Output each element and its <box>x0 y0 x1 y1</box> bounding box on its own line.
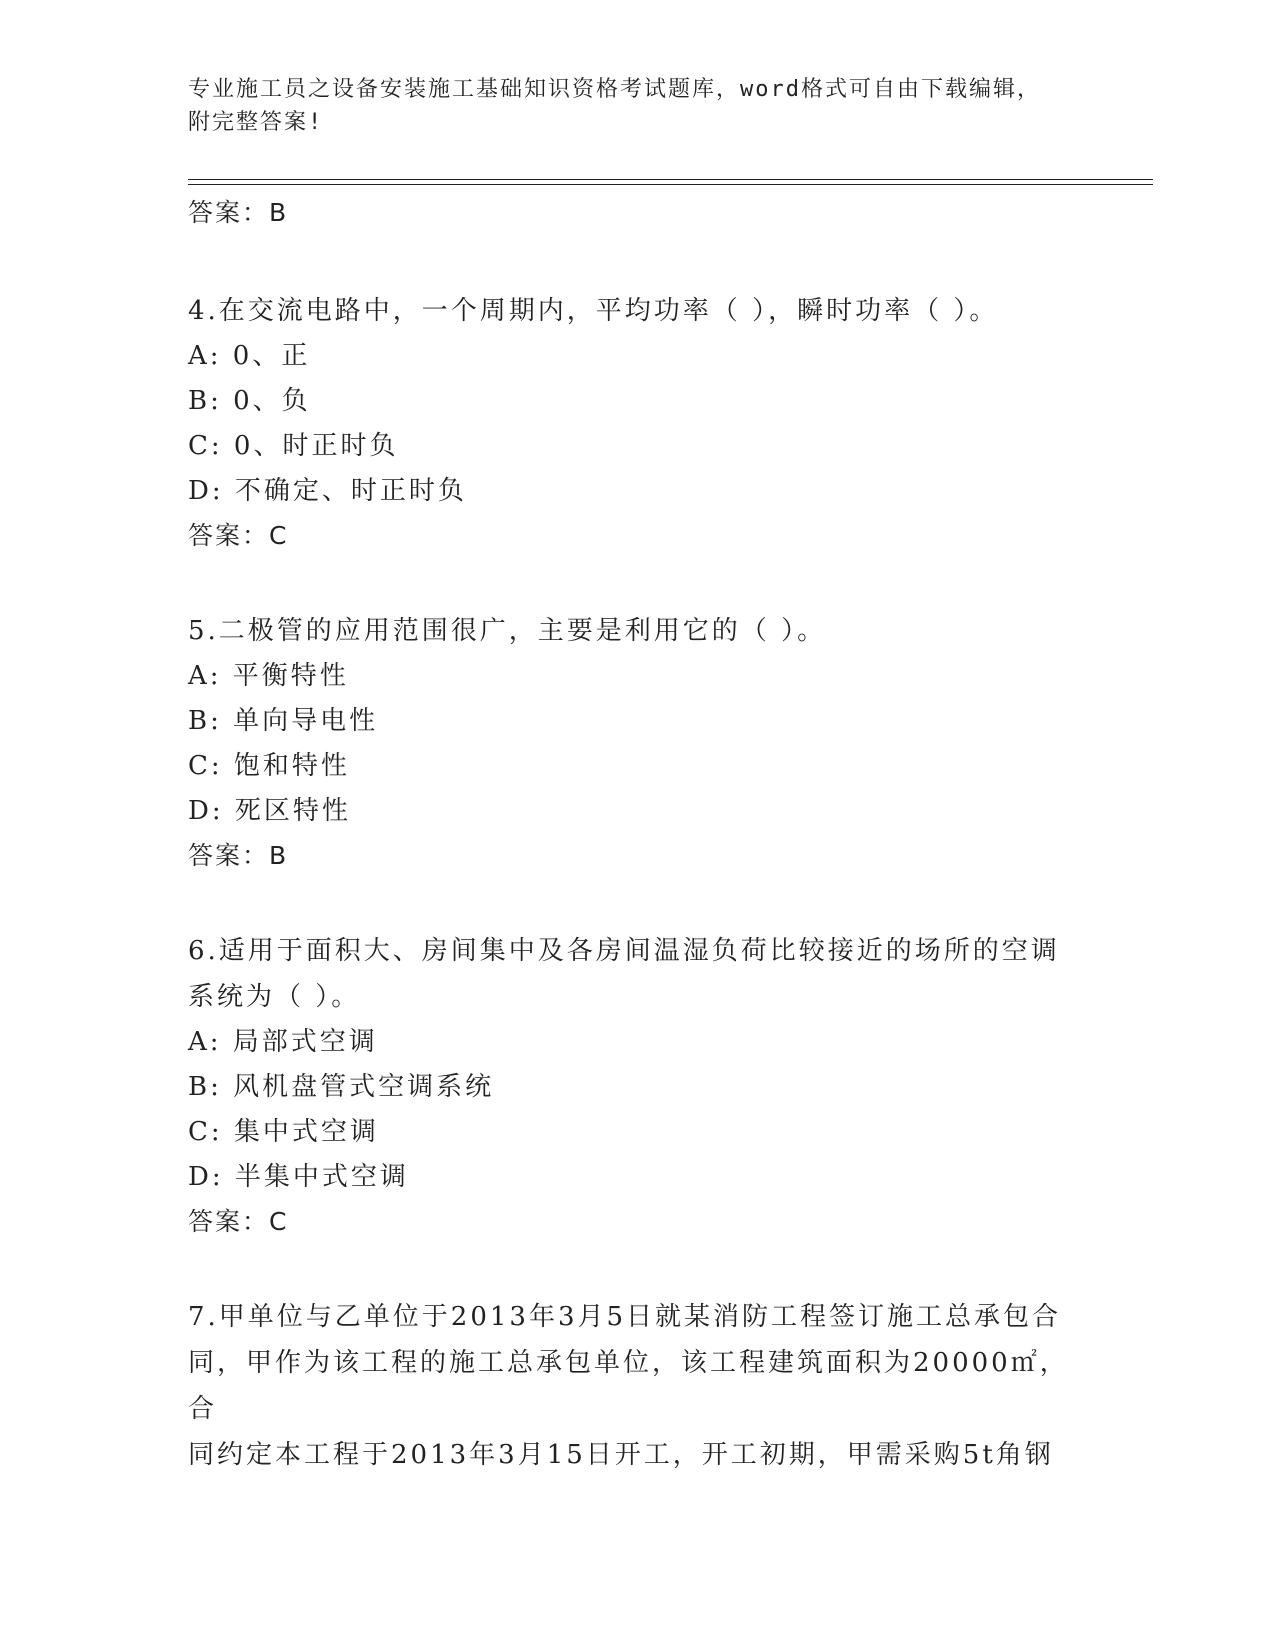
header-line-2: 附完整答案! <box>188 110 324 135</box>
question-item <box>188 288 1088 558</box>
question-item <box>188 1294 1088 1478</box>
question-text-line-1: 7.甲单位与乙单位于2013年3月5日就某消防工程签订施工总承包合 <box>188 1302 1062 1332</box>
document-header <box>188 73 1068 139</box>
header-line-1: 专业施工员之设备安装施工基础知识资格考试题库，word格式可自由下载编辑， <box>188 77 1041 102</box>
option-b: B: 0、负 <box>188 386 311 416</box>
question-text-line-2: 同，甲作为该工程的施工总承包单位，该工程建筑面积为20000㎡，合 <box>188 1348 1069 1424</box>
option-c: C: 饱和特性 <box>188 751 350 781</box>
answer-line: 答案：B <box>188 841 289 870</box>
question-text-line-2: 系统为（ ）。 <box>188 982 361 1012</box>
header-divider-bottom <box>188 184 1153 185</box>
answer-line: 答案：B <box>188 198 289 227</box>
option-a: A: 0、正 <box>188 341 311 371</box>
answer-line: 答案：C <box>188 1207 289 1236</box>
question-text-line-1: 6.适用于面积大、房间集中及各房间温湿负荷比较接近的场所的空调 <box>188 936 1060 966</box>
question-item <box>188 928 1088 1244</box>
page-content <box>188 191 1088 1478</box>
option-b: B: 风机盘管式空调系统 <box>188 1072 495 1102</box>
option-d: D: 半集中式空调 <box>188 1162 409 1192</box>
question-text: 5.二极管的应用范围很广，主要是利用它的（ ）。 <box>188 616 827 646</box>
option-d: D: 不确定、时正时负 <box>188 476 467 506</box>
question-text: 4.在交流电路中，一个周期内，平均功率（ ），瞬时功率（ ）。 <box>188 296 999 326</box>
option-b: B: 单向导电性 <box>188 706 379 736</box>
question-text-line-3: 同约定本工程于2013年3月15日开工，开工初期，甲需采购5t角钢 <box>188 1440 1054 1470</box>
option-c: C: 0、时正时负 <box>188 431 399 461</box>
option-a: A: 平衡特性 <box>188 661 349 691</box>
question-item <box>188 608 1088 878</box>
header-divider-top <box>188 179 1153 180</box>
answer-line: 答案：C <box>188 521 289 550</box>
option-a: A: 局部式空调 <box>188 1027 378 1057</box>
option-c: C: 集中式空调 <box>188 1117 379 1147</box>
option-d: D: 死区特性 <box>188 796 351 826</box>
